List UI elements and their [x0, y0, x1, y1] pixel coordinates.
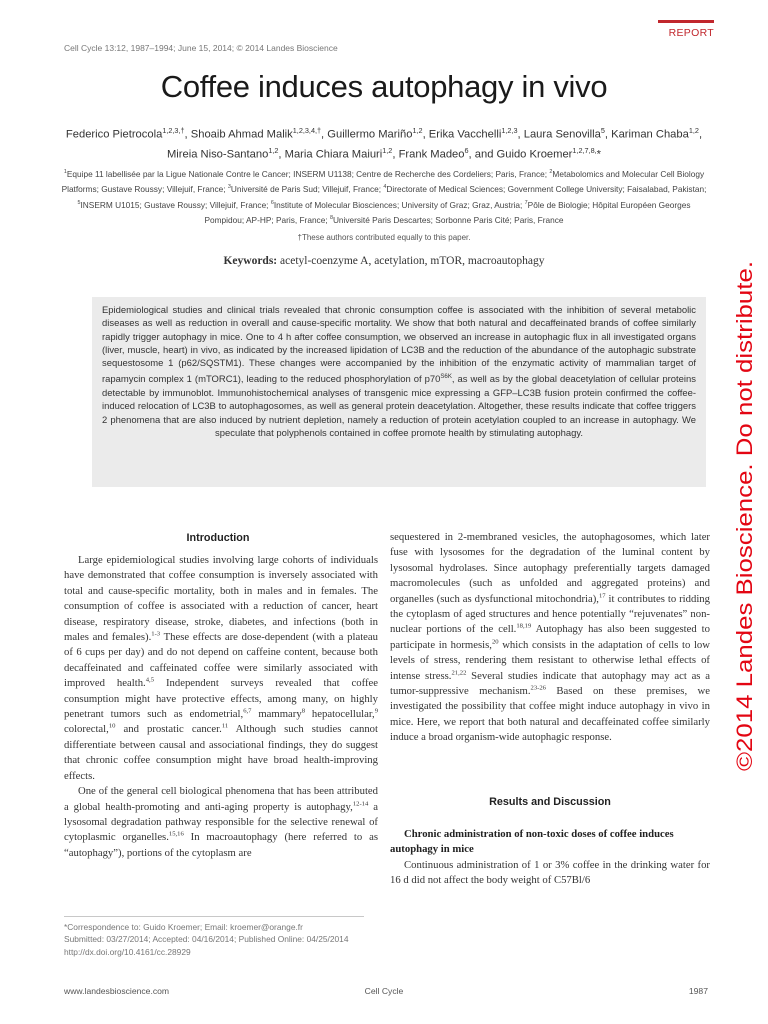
body-text: a lysosomal degradation pathway responsible for the selective renewal of cytoplasmic organelles.	[64, 800, 378, 844]
citation-superscript: 9	[374, 707, 378, 715]
report-label: REPORT	[668, 27, 714, 39]
footer-website[interactable]: www.landesbioscience.com	[64, 986, 170, 996]
affiliation-number: 7	[524, 199, 528, 206]
author-affiliation-marker: 1,2,3,†	[162, 126, 185, 135]
abstract-text	[102, 304, 696, 440]
citation-superscript: 15,16	[168, 830, 184, 838]
left-column	[64, 553, 378, 861]
body-text: hepatocellular,	[305, 708, 375, 721]
citation-superscript: 20	[491, 638, 499, 646]
affiliation-text: Institute of Molecular Biosciences; University of Graz; Graz, Austria;	[273, 199, 523, 210]
author-name: Guillermo Mariño	[327, 128, 413, 141]
citation-superscript: 18,19	[516, 622, 532, 630]
affiliation-number: 8	[329, 215, 333, 222]
author-affiliation-marker: 1,2	[382, 146, 393, 156]
body-text: colorectal,	[64, 723, 109, 736]
abstract-part-2: , as well as by the global deacetylation of cellular proteins detectable by immunoblot. Immunohistochemical analyses of transgenic mice expressing a GFP–LC3B fusion protein confirmed the coffee-induced relocation of LC3B to autophagosomes, as well as general protein deacetylation. Altogether, these results indicate that coffee triggers 2 phenomena that are also induced by nutrient depletion, namely a reduction of protein acetylation coupled to an increase in autophagy. We speculate that polyphenols contained in coffee promote health by stimulating autophagy.	[102, 374, 696, 439]
author-name: Kariman Chaba	[611, 128, 689, 141]
correspondence-note: *Correspondence to: Guido Kroemer; Email: kroemer@orange.fr	[64, 922, 303, 932]
author-affiliation-marker: 1,2,3	[501, 126, 518, 135]
report-accent-bar	[658, 20, 714, 23]
affiliation-list	[60, 166, 708, 227]
footnote-rule	[64, 916, 364, 917]
affiliation-number: 1	[63, 169, 67, 175]
introduction-paragraph-2	[64, 784, 378, 861]
citation-superscript: 21,22	[451, 669, 467, 677]
affiliation-number: 5	[77, 199, 81, 206]
affiliation-text: Metabolomics and Molecular Cell Biology Platforms; Gustave Roussy; Villejuif, France;	[61, 168, 705, 195]
citation-superscript: 4,5	[145, 676, 154, 684]
body-text: it contributes to ridding the cytoplasm of aged structures and hence potentially “rejuvenates” non-nuclear portions of the cell.	[390, 592, 710, 636]
citation-superscript: 23-26	[530, 684, 546, 692]
keywords-label: Keywords:	[223, 255, 278, 267]
abstract-box	[92, 297, 706, 487]
citation-superscript: 10	[108, 722, 116, 730]
author-name: Laura Senovilla	[523, 128, 601, 141]
body-text: sequestered in 2-membraned vesicles, the autophagosomes, which later fuse with lysosomes for the degradation of the luminal content by lysosomal hydrolases. Since autophagy preferentially targets damaged macromolecules (such as unfolded and aggregated proteins) and organelles (such as dysfunctional mitochondria),	[390, 531, 710, 605]
results-column	[390, 858, 710, 889]
author-affiliation-marker: 1,2,3,4,†	[292, 126, 322, 135]
article-title: Coffee induces autophagy in vivo	[160, 69, 608, 104]
body-text: which consists in the adaptation of cells to low levels of stress, rendering them resistant to otherwise lethal effects of intense stress.	[390, 638, 710, 682]
citation-superscript: 12-14	[352, 799, 369, 807]
affiliation-text: INSERM U1015; Gustave Roussy; Villejuif, France;	[80, 199, 269, 210]
affiliation-number: 6	[270, 199, 274, 206]
body-text: In macroautophagy (here referred to as “autophagy”), portions of the cytoplasm are	[64, 831, 378, 859]
abstract-part-1: Epidemiological studies and clinical trials revealed that chronic consumption coffee is associated with the inhibition of several metabolic diseases as well as reduction in overall and cause-specific mortality. We show that both natural and decaffeinated brands of coffee similarly rapidly trigger autophagy in mice. One to 4 h after coffee consumption, we observed an increase in autophagic flux in all investigated organs (liver, muscle, heart) in vivo, as indicated by the increased lipidation of LC3B and the reduction of the abundance of the autophagic substrate sequestosome 1 (p62/SQSTM1). These changes were accompanied by the inhibition of the enzymatic activity of mammalian target of rapamycin complex 1 (mTORC1), leading to the reduced phosphorylation of p70	[102, 305, 696, 386]
author-affiliation-marker: 1,2	[412, 126, 423, 135]
results-heading: Results and Discussion	[489, 796, 611, 808]
citation-superscript: 8	[301, 707, 306, 715]
body-text: Several studies indicate that autophagy may act as a tumor-suppressive mechanism.	[390, 669, 710, 698]
doi-link[interactable]: http://dx.doi.org/10.4161/cc.28929	[64, 946, 191, 957]
affiliation-text: Université Paris Descartes; Sorbonne Paris Cité; Paris, France	[332, 214, 564, 225]
affiliation-text: Equipe 11 labellisée par la Ligue Nationale Contre le Cancer; INSERM U1138; Centre de Recherche des Cordeliers; Paris, France;	[66, 168, 548, 179]
author-name: Mireia Niso-Santano	[166, 148, 269, 161]
author-affiliation-marker: 1,2	[268, 146, 279, 156]
affiliation-number: 2	[549, 169, 553, 175]
introduction-paragraph-1	[64, 553, 378, 784]
author-name: Maria Chiara Maiuri	[284, 148, 383, 161]
introduction-paragraph-2-continued	[390, 530, 710, 746]
keywords-value: acetyl-coenzyme A, acetylation, mTOR, macroautophagy	[280, 255, 545, 267]
author-list: Federico Pietrocola$^{1,2,3,\dagger}$, Shoaib Ahmad Malik$^{1,2,3,4,\dagger}$, Guillermo Mariño$^{1,2}$, Erika Vacchelli$^{1,2,3}$, Laura Senovilla$^5$, Kariman Chaba$^{1,2}$, Mireia Niso-Santano$^{1,2}$, Maria Chiara Maiuri$^{1,2}$, Frank Madeo$^6$, and Guido Kroemer$^{1,2,7,8,}$*	[65, 126, 703, 161]
author-name: Erika Vacchelli	[428, 128, 502, 141]
author-affiliation-marker: 1,2	[688, 126, 699, 135]
body-text: Large epidemiological studies involving large cohorts of individuals have demonstrated that coffee consumption is inversely associated with total and cause-specific mortality, both in males and in females. The consumption of coffee is associated with a reduction of cancer, heart disease, respiratory disease, stroke, diabetes, and infections (both in males and females).	[64, 554, 378, 644]
equal-contribution-note: †These authors contributed equally to this paper.	[297, 233, 471, 242]
keywords-line	[0, 255, 768, 267]
results-paragraph-1: Continuous administration of 1 or 3% coffee in the drinking water for 16 d did not affect the body weight of C57Bl/6	[390, 859, 710, 887]
citation-superscript: 6,7	[243, 707, 252, 715]
body-text: One of the general cell biological phenomena that has been attributed a global health-promoting and anti-aging property is autophagy,	[64, 785, 378, 813]
watermark-text: ©2014 Landes Bioscience. Do not distribute.	[732, 336, 757, 771]
author-name: Shoaib Ahmad Malik	[190, 128, 293, 141]
author-affiliation-marker: 6	[464, 146, 469, 156]
affiliation-text: Directorate of Medical Sciences; Government College University; Faisalabad, Pakistan;	[386, 184, 707, 195]
body-text: and prostatic cancer.	[115, 723, 222, 736]
abstract-superscript: S6K	[440, 373, 452, 381]
affiliation-text: Université de Paris Sud; Villejuif, France;	[230, 184, 382, 195]
citation-superscript: 11	[221, 722, 229, 730]
submission-dates: Submitted: 03/27/2014; Accepted: 04/16/2014; Published Online: 04/25/2014	[64, 934, 349, 945]
footer-journal: Cell Cycle	[364, 986, 404, 996]
body-text: These effects are dose-dependent (with a plateau of 6 cups per day) and do not depend on caffeine content, because both decaffeinated and caffeinated coffee were similarly associated with improved health.	[64, 631, 379, 690]
footer-page-number: 1987	[688, 986, 708, 996]
author-name: Frank Madeo	[398, 148, 465, 161]
citation-superscript: 1-3	[151, 630, 161, 638]
body-text: mammary	[251, 708, 302, 721]
affiliation-text: Pôle de Biologie; Hôpital Européen Georges Pompidou; AP-HP; Paris, France;	[204, 199, 691, 225]
author-name: Federico Pietrocola	[65, 128, 163, 141]
citation-superscript: 17	[598, 592, 606, 600]
body-text: Although such studies cannot differentiate between causal and associational findings, they do suggest that chronic coffee consumption might have broad health-improving effects.	[64, 723, 378, 782]
introduction-heading: Introduction	[186, 532, 250, 544]
subsection-heading: Chronic administration of non-toxic doses of coffee induces autophagy in mice	[390, 828, 674, 856]
affiliation-number: 4	[383, 184, 387, 191]
footnotes	[64, 921, 349, 958]
author-name: Guido Kroemer	[496, 148, 573, 161]
author-affiliation-marker: 1,2,7,8,	[572, 146, 597, 156]
author-affiliation-marker: 5	[600, 126, 605, 135]
copyright-watermark	[720, 257, 766, 775]
body-text: Based on these premises, we investigated the possibility that coffee might induce autophagy in vivo in mice. Here, we report that both natural and decaffeinated coffee similarly induce a broad organism-wide autophagic response.	[390, 685, 710, 744]
body-text: Independent surveys revealed that coffee consumption might have protective effects, among many, on highly penetrant tumors such as endometrial,	[64, 677, 378, 721]
body-text: Autophagy has also been suggested to participate in hormesis,	[390, 623, 710, 651]
journal-citation: Cell Cycle 13:12, 1987–1994; June 15, 2014; © 2014 Landes Bioscience	[64, 43, 338, 53]
right-column-continuation	[390, 530, 710, 746]
affiliation-number: 3	[227, 184, 231, 191]
